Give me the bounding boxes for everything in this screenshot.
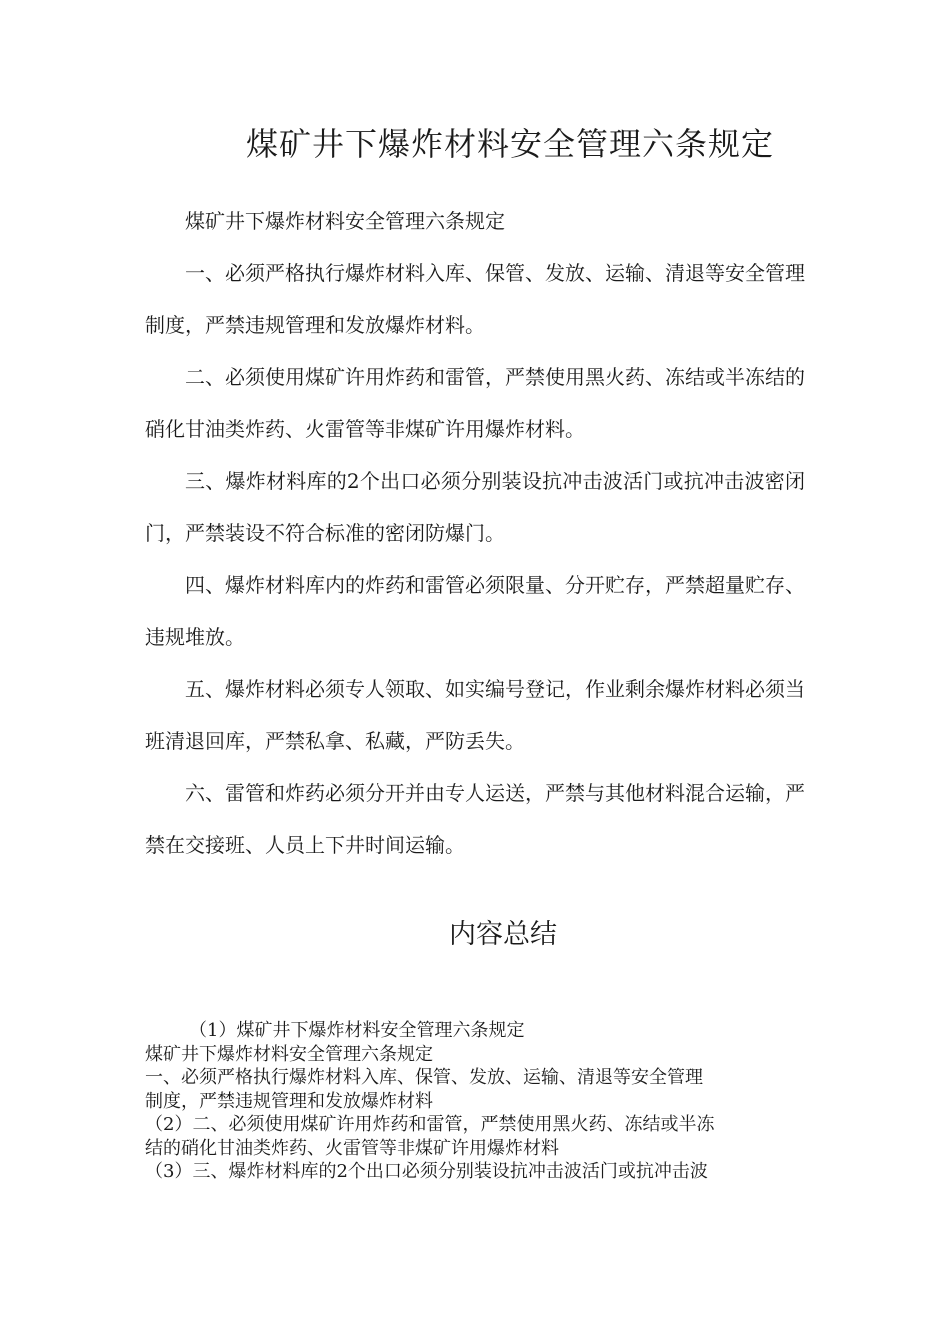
summary-line: 制度，严禁违规管理和发放爆炸材料 bbox=[145, 1090, 433, 1112]
body-paragraph-heading: 煤矿井下爆炸材料安全管理六条规定 bbox=[185, 209, 505, 233]
summary-line: 一、必须严格执行爆炸材料入库、保管、发放、运输、清退等安全管理 bbox=[145, 1067, 703, 1088]
body-paragraph-rule-6: 六、雷管和炸药必须分开并由专人运送，严禁与其他材料混合运输，严禁在交接班、人员上下井时间运输。 bbox=[145, 781, 805, 857]
summary-title: 内容总结 bbox=[449, 919, 557, 950]
body-paragraph-rule-2: 二、必须使用煤矿许用炸药和雷管，严禁使用黑火药、冻结或半冻结的硝化甘油类炸药、火雷管等非煤矿许用爆炸材料。 bbox=[145, 365, 805, 441]
summary-line: 煤矿井下爆炸材料安全管理六条规定 bbox=[145, 1043, 433, 1065]
body-paragraph-rule-5: 五、爆炸材料必须专人领取、如实编号登记，作业剩余爆炸材料必须当班清退回库，严禁私拿、私藏，严防丢失。 bbox=[145, 677, 805, 753]
summary-line: 结的硝化甘油类炸药、火雷管等非煤矿许用爆炸材料 bbox=[145, 1137, 559, 1159]
body-paragraph-rule-1: 一、必须严格执行爆炸材料入库、保管、发放、运输、清退等安全管理制度，严禁违规管理和发放爆炸材料。 bbox=[145, 261, 805, 337]
summary-line: （2）二、必须使用煤矿许用炸药和雷管，严禁使用黑火药、冻结或半冻 bbox=[145, 1114, 715, 1135]
summary-line: （1）煤矿井下爆炸材料安全管理六条规定 bbox=[189, 1020, 525, 1041]
document-body bbox=[145, 195, 805, 871]
body-paragraph-rule-3: 三、爆炸材料库的2个出口必须分别装设抗冲击波活门或抗冲击波密闭门，严禁装设不符合标准的密闭防爆门。 bbox=[145, 469, 805, 545]
document-title: 煤矿井下爆炸材料安全管理六条规定 bbox=[245, 125, 774, 163]
summary-body bbox=[145, 1019, 805, 1184]
body-paragraph-rule-4: 四、爆炸材料库内的炸药和雷管必须限量、分开贮存，严禁超量贮存、违规堆放。 bbox=[145, 573, 805, 649]
summary-line: （3）三、爆炸材料库的2个出口必须分别装设抗冲击波活门或抗冲击波 bbox=[145, 1161, 708, 1182]
